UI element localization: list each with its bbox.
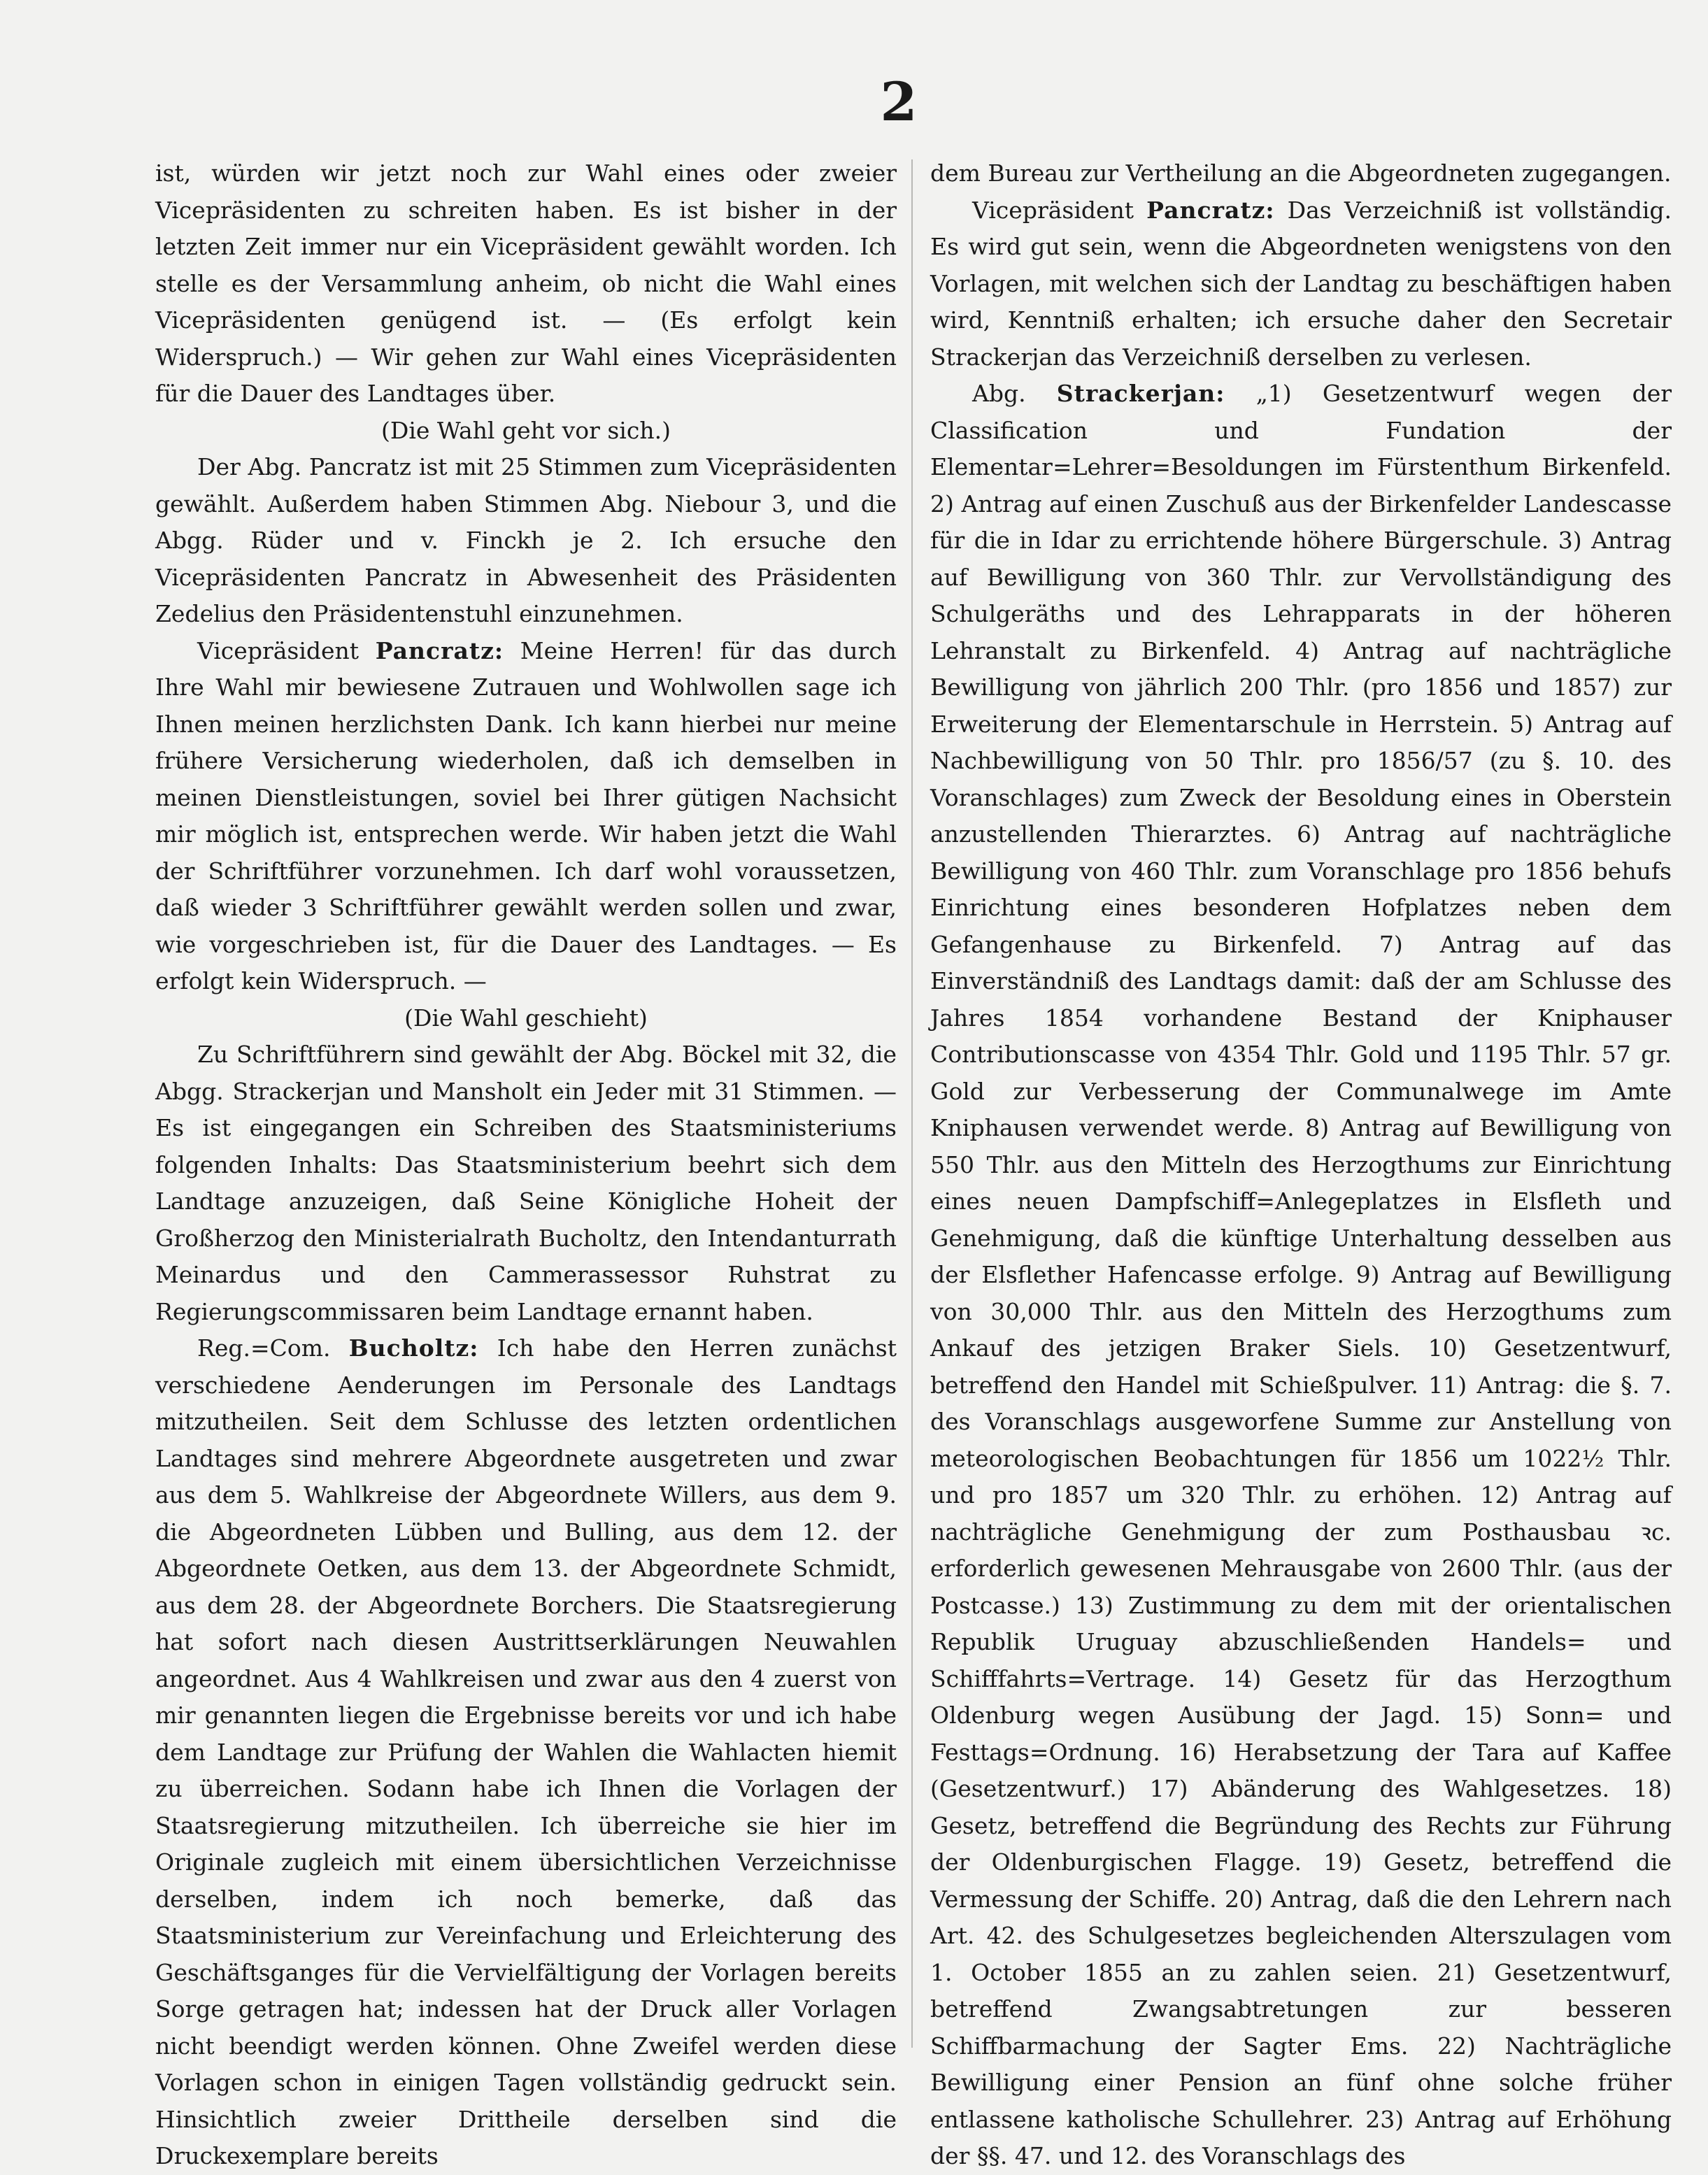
paragraph-text: (Die Wahl geht vor sich.) — [381, 416, 671, 444]
paragraph-text: dem Bureau zur Vertheilung an die Abgeordneten zugegangen. — [930, 159, 1672, 187]
page-number: 2 — [880, 71, 918, 133]
paragraph-text: Meine Herren! für das durch Ihre Wahl mir bewiesene Zutrauen und Wohlwollen sage ich Ihnen meinen herzlichsten Dank. Ich kann hierbei nur meine frühere Versicherung wiederholen, daß ich demselben in meinen Dienstleistungen, soviel bei Ihrer gütigen Nachsicht mir möglich ist, entsprechen werde. Wir haben jetzt die Wahl der Schriftführer vorzunehmen. Ich darf wohl voraussetzen, daß wieder 3 Schriftführer gewählt werden sollen und zwar, wie vorgeschrieben ist, für die Dauer des Landtages. — Es erfolgt kein Widerspruch. — — [155, 636, 897, 994]
paragraph — [155, 155, 897, 413]
speaker-title: Vicepräsident — [197, 636, 376, 664]
paragraph — [155, 633, 897, 1000]
paragraph-text: (Die Wahl geschieht) — [404, 1004, 648, 1032]
speaker-name: Bucholtz: — [348, 1334, 479, 1362]
paragraph-text: ist, würden wir jetzt noch zur Wahl eines oder zweier Vicepräsidenten zu schreiten haben. Es ist bisher in der letzten Zeit immer nur ein Vicepräsident gewählt worden. Ich stelle es der Versammlung anheim, ob nicht die Wahl eines Vicepräsidenten genügend ist. — (Es erfolgt kein Widerspruch.) — Wir gehen zur Wahl eines Vicepräsidenten für die Dauer des Landtages über. — [155, 159, 897, 407]
paragraph-text: „1) Gesetzentwurf wegen der Classification und Fundation der Elementar=Lehrer=Besoldungen im Fürstenthum Birkenfeld. 2) Antrag auf einen Zuschuß aus der Birkenfelder Landescasse für die in Idar zu errichtende höhere Bürgerschule. 3) Antrag auf Bewilligung von 360 Thlr. zur Vervollständigung des Schulgeräths und des Lehrapparats in der höheren Lehranstalt zu Birkenfeld. 4) Antrag auf nachträgliche Bewilligung von jährlich 200 Thlr. (pro 1856 und 1857) zur Erweiterung der Elementarschule in Herrstein. 5) Antrag auf Nachbewilligung von 50 Thlr. pro 1856/57 (zu §. 10. des Voranschlages) zum Zweck der Besoldung eines in Oberstein anzustellenden Thierarztes. 6) Antrag auf nachträgliche Bewilligung von 460 Thlr. zum Voranschlage pro 1856 behufs Einrichtung eines besonderen Hofplatzes neben dem Gefangenhause zu Birkenfeld. 7) Antrag auf das Einverständniß des Landtags damit: daß der am Schlusse des Jahres 1854 vorhandene Bestand der Kniphauser Contributionscasse von 4354 Thlr. Gold und 1195 Thlr. 57 gr. Gold zur Verbesserung der Communalwege im Amte Kniphausen verwendet werde. 8) Antrag auf Bewilligung von 550 Thlr. aus den Mitteln des Herzogthums zur Einrichtung eines neuen Dampfschiff=Anlegeplatzes in Elsfleth und Genehmigung, daß die künftige Unterhaltung desselben aus der Elsflether Hafencasse erfolge. 9) Antrag auf Bewilligung von 30,000 Thlr. aus den Mitteln des Herzogthums zum Ankauf des jetzigen Braker Siels. 10) Gesetzentwurf, betreffend den Handel mit Schießpulver. 11) Antrag: die §. 7. des Voranschlags ausgeworfene Summe zur Anstellung von meteorologischen Beobachtungen für 1856 um 1022½ Thlr. und pro 1857 um 320 Thlr. zu erhöhen. 12) Antrag auf nachträgliche Genehmigung der zum Posthausbau ꝛc. erforderlich gewesenen Mehrausgabe von 2600 Thlr. (aus der Postcasse.) 13) Zustimmung zu dem mit der orientalischen Republik Uruguay abzuschließenden Handels= und Schifffahrts=Vertrage. 14) Gesetz für das Herzogthum Oldenburg wegen Ausübung der Jagd. 15) Sonn= und Festtags=Ordnung. 16) Herabsetzung der Tara auf Kaffee (Gesetzentwurf.) 17) Abänderung des Wahlgesetzes. 18) Gesetz, betreffend die Begründung des Rechts zur Führung der Oldenburgischen Flagge. 19) Gesetz, betreffend die Vermessung der Schiffe. 20) Antrag, daß die den Lehrern nach Art. 42. des Schulgesetzes begleichenden Alterszulagen vom 1. October 1855 an zu zahlen seien. 21) Gesetzentwurf, betreffend Zwangsabtretungen zur besseren Schiffbarmachung der Sagter Ems. 22) Nachträgliche Bewilligung einer Pension an fünf ohne solche früher entlassene katholische Schullehrer. 23) Antrag auf Erhöhung der §§. 47. und 12. des Voranschlags des — [930, 380, 1672, 2169]
paragraph-text: Das Verzeichniß ist vollständig. Es wird gut sein, wenn die Abgeordneten wenigstens von den Vorlagen, mit welchen sich der Landtag zu beschäftigen haben wird, Kenntniß erhalten; ich ersuche daher den Secretair Strackerjan das Verzeichniß derselben zu verlesen. — [930, 196, 1672, 371]
paragraph — [930, 376, 1672, 2175]
paragraph — [155, 1330, 897, 2175]
speaker-title: Vicepräsident — [972, 196, 1147, 224]
paragraph-text: Ich habe den Herren zunächst verschiedene Aenderungen im Personale des Landtags mitzutheilen. Seit dem Schlusse des letzten ordentlichen Landtages sind mehrere Abgeordnete ausgetreten und zwar aus dem 5. Wahlkreise der Abgeordnete Willers, aus dem 9. die Abgeordneten Lübben und Bulling, aus dem 12. der Abgeordnete Oetken, aus dem 13. der Abgeordnete Schmidt, aus dem 28. der Abgeordnete Borchers. Die Staatsregierung hat sofort nach diesen Austrittserklärungen Neuwahlen angeordnet. Aus 4 Wahlkreisen und zwar aus den 4 zuerst von mir genannten liegen die Ergebnisse bereits vor und ich habe dem Landtage zur Prüfung der Wahlen die Wahlacten hiemit zu überreichen. Sodann habe ich Ihnen die Vorlagen der Staatsregierung mitzutheilen. Ich überreiche sie hier im Originale zugleich mit einem übersichtlichen Verzeichnisse derselben, indem ich noch bemerke, daß das Staatsministerium zur Vereinfachung und Erleichterung des Geschäftsganges für die Vervielfältigung der Vorlagen bereits Sorge getragen hat; indessen hat der Druck aller Vorlagen nicht beendigt werden können. Ohne Zweifel werden diese Vorlagen schon in einigen Tagen vollständig gedruckt sein. Hinsichtlich zweier Drittheile derselben sind die Druckexemplare bereits — [155, 1334, 897, 2169]
paragraph — [155, 1036, 897, 1330]
paragraph-text: Zu Schriftführern sind gewählt der Abg. Böckel mit 32, die Abgg. Strackerjan und Mansholt ein Jeder mit 31 Stimmen. — Es ist eingegangen ein Schreiben des Staatsministeriums folgenden Inhalts: Das Staatsministerium beehrt sich dem Landtage anzuzeigen, daß Seine Königliche Hoheit der Großherzog den Ministerialrath Bucholtz, den Intendanturrath Meinardus und den Cammerassessor Ruhstrat zu Regierungscommissaren beim Landtage ernannt haben. — [155, 1041, 897, 1325]
speaker-name: Pancratz: — [1146, 196, 1275, 224]
paragraph — [155, 449, 897, 633]
paragraph — [930, 192, 1672, 376]
column-divider — [911, 159, 913, 2048]
paragraph — [930, 155, 1672, 192]
paragraph — [155, 1000, 897, 1037]
right-column — [930, 155, 1672, 2175]
speaker-title: Reg.=Com. — [197, 1334, 349, 1362]
speaker-name: Pancratz: — [375, 636, 504, 664]
paragraph-text: Der Abg. Pancratz ist mit 25 Stimmen zum Vicepräsidenten gewählt. Außerdem haben Stimmen Abg. Niebour 3, und die Abgg. Rüder und v. Finckh je 2. Ich ersuche den Vicepräsidenten Pancratz in Abwesenheit des Präsidenten Zedelius den Präsidentenstuhl einzunehmen. — [155, 453, 897, 627]
speaker-title: Abg. — [972, 380, 1057, 407]
left-column — [155, 155, 897, 2175]
speaker-name: Strackerjan: — [1056, 380, 1225, 407]
paragraph — [155, 413, 897, 450]
